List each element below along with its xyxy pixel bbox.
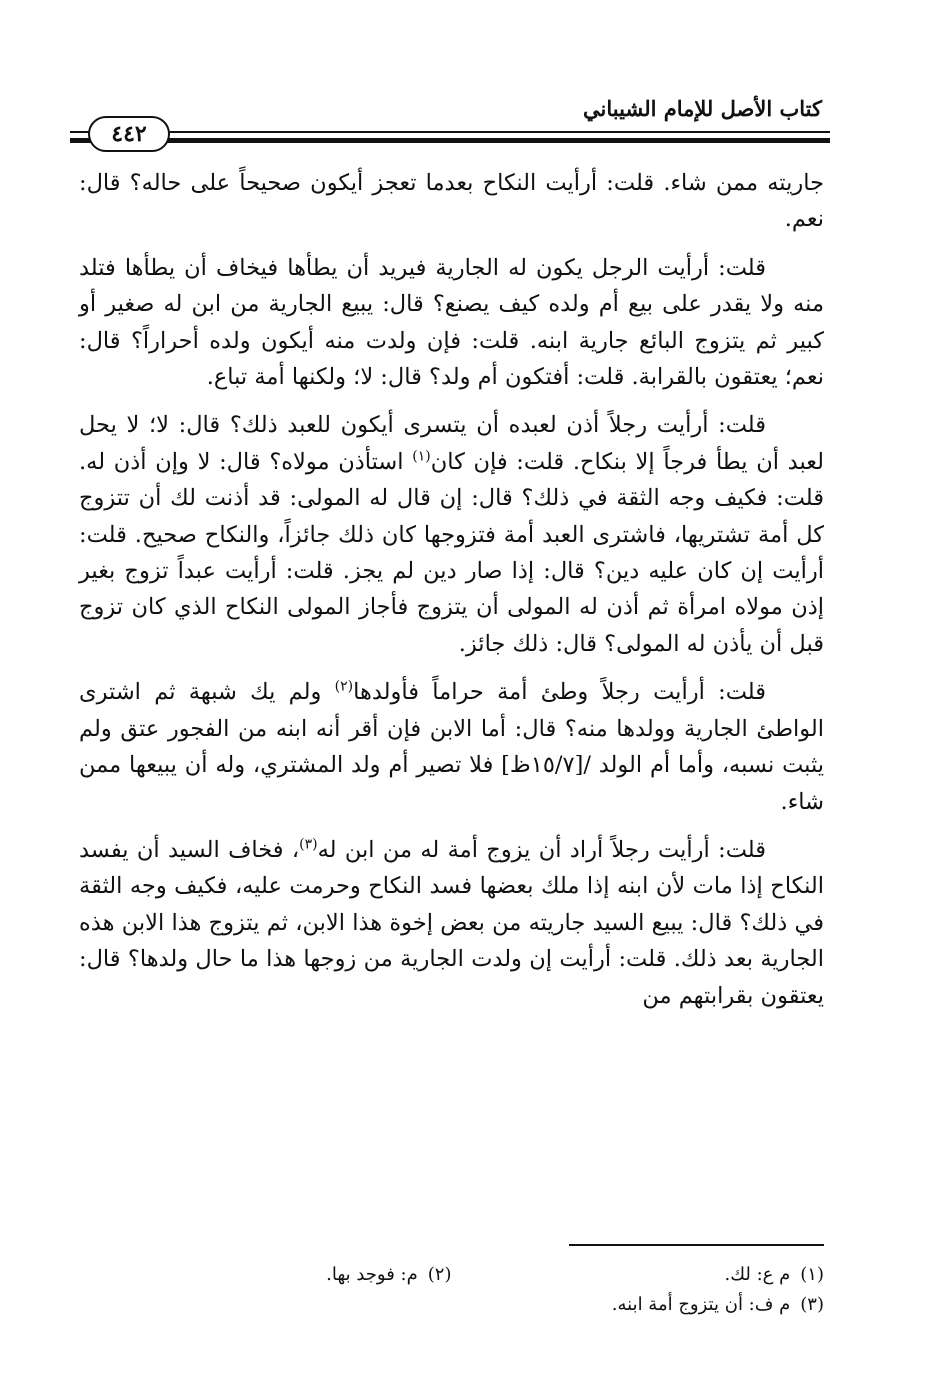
footnote-number: (١) [800,1264,824,1285]
footnote-1 [452,1260,825,1290]
paragraph-1 [79,165,824,238]
paragraph-5 [79,832,824,1014]
footnote-text: م ف: أن يتزوج أمة ابنه. [611,1294,791,1315]
footnote-3 [424,1290,824,1320]
paragraph-text: ، فخاف السيد أن يفسد النكاح إذا مات لأن ابنه إذا ملك بعضها فسد النكاح وحرمت عليه، فكيف وجه الثقة في ذلك؟ قال: يبيع السيد جاريته من بعض إخوة هذا الابن، ثم يتزوج هذا الابن هذه الجارية بعد ذلك. قلت: أرأيت إن ولدت الجارية من زوجها هذا ما حال ولدها؟ قال: يعتقون بقرابتهم من [79,836,824,1009]
paragraph-text: استأذن مولاه؟ قال: لا وإن أذن له. قلت: فكيف وجه الثقة في ذلك؟ قال: إن قال له المولى: قد أذنت لك أن تتزوج كل أمة تشتريها، فاشترى العبد أمة فتزوجها كان ذلك جائزاً، والنكاح صحيح. قلت: أرأيت إن كان عليه دين؟ قال: إذا صار دين لم يجز. قلت: أرأيت عبداً تزوج بغير إذن مولاه امرأة ثم أذن له المولى أن يتزوج فأجاز المولى النكاح الذي كان تزوج قبل أن يأذن له المولى؟ قال: ذلك جائز. [79,448,824,657]
footnotes [79,1260,824,1320]
page-number: ٤٤٢ [88,116,170,152]
footnote-separator [569,1244,824,1246]
footnote-row [79,1290,824,1320]
paragraph-text: ولم يك شبهة ثم اشترى الواطئ الجارية وولدها منه؟ قال: أما الابن فإن أقر أنه ابنه من الفجور عتق ولم يثبت نسبه، وأما أم الولد /[١٥/٧ظ] فلا تصير أم ولد المشتري، وله أن يبيعها ممن شاء. [79,679,824,815]
footnote-row [79,1260,824,1290]
footnote-ref-3[interactable]: (٣) [299,836,318,853]
book-title: كتاب الأصل للإمام الشيباني [583,96,822,121]
header-rule-thin [70,131,830,133]
footnote-ref-2[interactable]: (٢) [334,678,354,695]
paragraph-4 [79,674,824,820]
paragraph-text: قلت: أرأيت الرجل يكون له الجارية فيريد أن يطأها فيخاف أن يطأها فتلد منه ولا يقدر على بيع أم ولده كيف يصنع؟ قال: يبيع الجارية من ابن له صغير أو كبير ثم يتزوج البائع جارية ابنه. قلت: فإن ولدت منه أيكون ولده أحراراً؟ قال: نعم؛ يعتقون بالقرابة. قلت: أفتكون أم ولد؟ قال: لا؛ ولكنها أمة تباع. [79,254,824,391]
footnote-number: (٣) [800,1294,824,1315]
paragraph-text: جاريته ممن شاء. قلت: أرأيت النكاح بعدما تعجز أيكون صحيحاً على حاله؟ قال: نعم. [79,170,824,233]
footnote-2 [79,1260,452,1290]
paragraph-2 [79,250,824,396]
paragraph-text: قلت: أرأيت رجلاً وطئ أمة حراماً فأولدها [353,679,766,706]
footnote-text: م: فوجد بها. [326,1264,418,1285]
footnote-text: م ع: لك. [724,1264,791,1285]
header-rule-thick [70,138,830,143]
paragraph-text: قلت: أرأيت رجلاً أذن لعبده أن يتسرى أيكون للعبد ذلك؟ قال: لا؛ لا يحل لعبد أن يطأ فرجاً إلا بنكاح. قلت: فإن كان [79,412,824,475]
footnote-ref-1[interactable]: (١) [412,448,431,465]
page-header [70,88,830,158]
paragraph-text: قلت: أرأيت رجلاً أراد أن يزوج أمة له من ابن له [317,836,766,863]
paragraph-3 [79,407,824,662]
footnote-number: (٢) [427,1264,452,1285]
main-text [79,165,824,1014]
